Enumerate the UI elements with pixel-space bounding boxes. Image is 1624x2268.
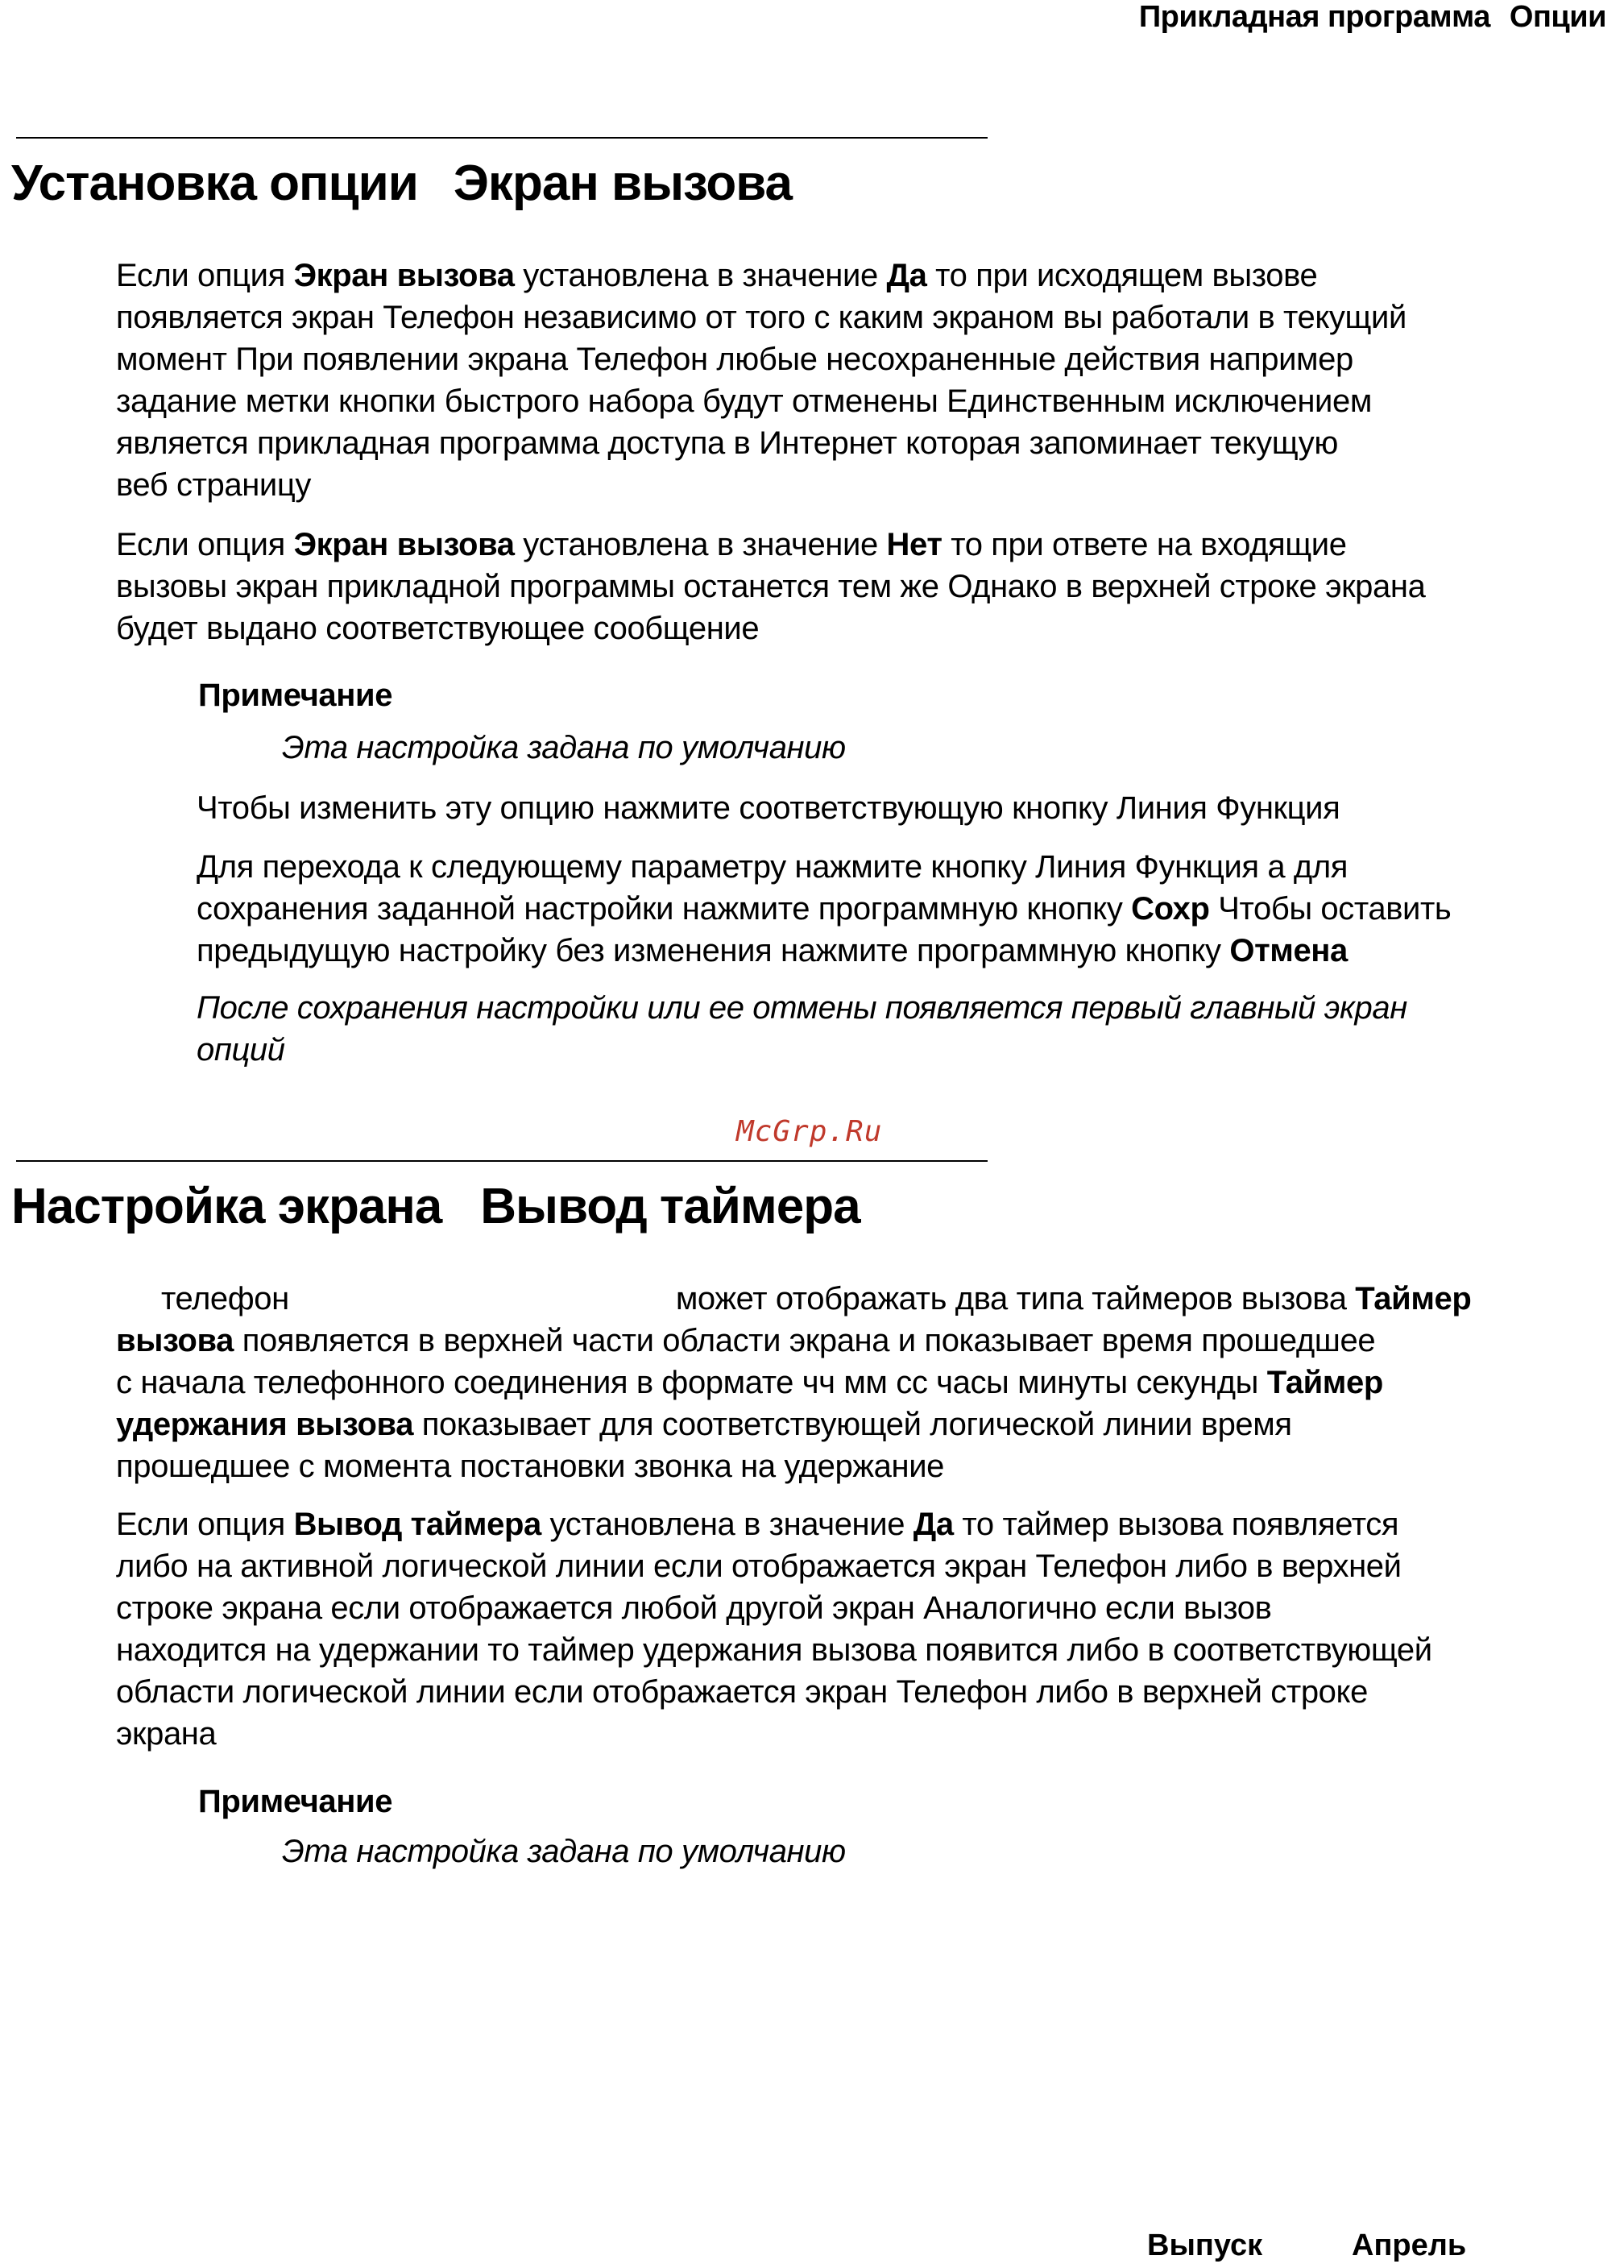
section-1-paragraph-3: Чтобы изменить эту опцию нажмите соответствующую кнопку Линия Функция [197, 790, 1340, 826]
text-line: После сохранения настройки или ее отмены появляется первый главный экран [197, 990, 1407, 1026]
section-2-note-text: Эта настройка задана по умолчанию [282, 1834, 846, 1869]
text-line: Если опция Экран вызова установлена в значение Нет то при ответе на входящие [116, 527, 1347, 562]
text-line: сохранения заданной настройки нажмите программную кнопку Сохр Чтобы оставить [197, 891, 1452, 927]
text-line: либо на активной логической линии если отображается экран Телефон либо в верхней [116, 1549, 1402, 1584]
text-line: с начала телефонного соединения в формате чч мм сс часы минуты секунды Таймер [116, 1365, 1383, 1400]
text-line: телефон может отображать два типа таймеров вызова Таймер [161, 1281, 1472, 1316]
section-2-paragraph-2 [116, 1503, 1432, 1755]
text-line: веб страницу [116, 467, 311, 503]
section-1-paragraph-4 [197, 846, 1451, 972]
text-line: Если опция Экран вызова установлена в значение Да то при исходящем вызове [116, 258, 1318, 293]
text-line: находится на удержании то таймер удержания вызова появится либо в соответствующей [116, 1632, 1432, 1668]
section-1-title [11, 155, 792, 212]
text-line: прошедшее с момента постановки звонка на удержание [116, 1449, 944, 1484]
text-line: Для перехода к следующему параметру нажмите кнопку Линия Функция а для [197, 849, 1348, 885]
header-part-1: Прикладная программа [1138, 0, 1490, 34]
text-line: предыдущую настройку без изменения нажмите программную кнопку Отмена [197, 933, 1348, 968]
text-line: вызова появляется в верхней части области экрана и показывает время прошедшее [116, 1323, 1376, 1358]
header-part-2: Опции [1509, 0, 1606, 34]
section-1-title-part-1: Установка опции [11, 155, 418, 211]
section-1-paragraph-1 [116, 255, 1406, 506]
text-line: будет выдано соответствующее сообщение [116, 611, 760, 646]
text-line: вызовы экран прикладной программы останется тем же Однако в верхней строке экрана [116, 569, 1426, 604]
section-1-title-part-2: Экран вызова [453, 155, 792, 211]
section-2-title-part-2: Вывод таймера [480, 1179, 860, 1234]
section-2-paragraph-1 [116, 1278, 1471, 1487]
section-2-title [11, 1178, 860, 1235]
footer-month: Апрель [1352, 2229, 1467, 2262]
text-line: области логической линии если отображается экран Телефон либо в верхней строке [116, 1674, 1368, 1710]
section-2-note-title: Примечание [198, 1784, 393, 1819]
text-line: появляется экран Телефон независимо от того с каким экраном вы работали в текущий [116, 300, 1406, 335]
section-1-paragraph-5 [197, 987, 1407, 1071]
section-1-note-title: Примечание [198, 678, 393, 713]
footer-issue: Выпуск [1147, 2229, 1263, 2262]
text-line: задание метки кнопки быстрого набора будут отменены Единственным исключением [116, 384, 1372, 419]
text-line: является прикладная программа доступа в Интернет которая запоминает текущую [116, 425, 1338, 461]
section-2-rule [16, 1160, 988, 1162]
text-line: строке экрана если отображается любой другой экран Аналогично если вызов [116, 1590, 1272, 1626]
watermark: McGrp.Ru [736, 1115, 883, 1148]
text-line: удержания вызова показывает для соответствующей логической линии время [116, 1407, 1292, 1442]
text-line: момент При появлении экрана Телефон любые несохраненные действия например [116, 342, 1353, 377]
running-header [1139, 0, 1606, 35]
section-1-rule [16, 137, 988, 139]
text-line: Если опция Вывод таймера установлена в значение Да то таймер вызова появляется [116, 1507, 1399, 1542]
section-2-title-part-1: Настройка экрана [11, 1179, 442, 1234]
text-line: опций [197, 1032, 285, 1068]
text-line: экрана [116, 1716, 217, 1752]
section-1-note-text: Эта настройка задана по умолчанию [282, 730, 846, 765]
section-1-paragraph-2 [116, 524, 1425, 649]
